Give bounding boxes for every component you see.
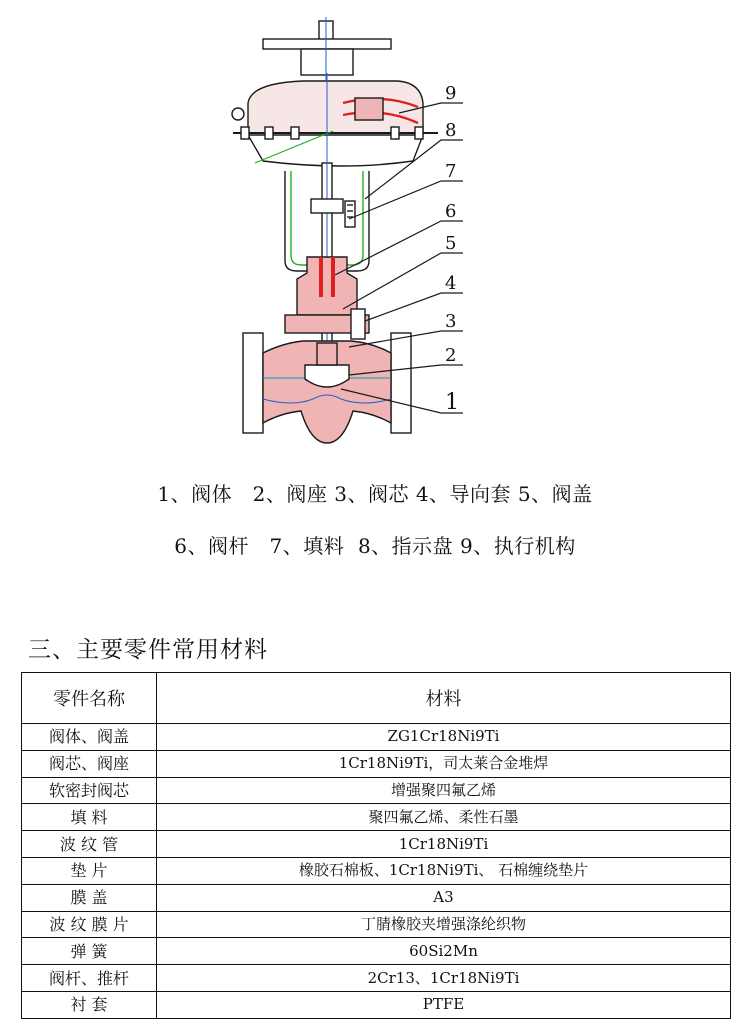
table-row bbox=[22, 777, 731, 804]
table-row bbox=[22, 724, 731, 751]
part-name-cell: 填 料 bbox=[22, 804, 157, 831]
part-name-cell: 阀体、阀盖 bbox=[22, 724, 157, 751]
table-row bbox=[22, 938, 731, 965]
material-cell: A3 bbox=[157, 884, 731, 911]
material-cell: 橡胶石棉板、1Cr18Ni9Ti、 石棉缠绕垫片 bbox=[157, 857, 731, 884]
part-number-1: 1 bbox=[445, 390, 459, 415]
table-header-row bbox=[22, 673, 731, 724]
parts-legend-line-2: 6、阀杆 7、填料 8、指示盘 9、执行机构 bbox=[174, 534, 576, 558]
material-cell: 丁腈橡胶夹增强涤纶织物 bbox=[157, 911, 731, 938]
part-name-cell: 弹 簧 bbox=[22, 938, 157, 965]
part-number-7: 7 bbox=[445, 161, 457, 182]
material-cell: 1Cr18Ni9Ti，司太莱合金堆焊 bbox=[157, 750, 731, 777]
table-row bbox=[22, 911, 731, 938]
part-number-9: 9 bbox=[445, 83, 457, 104]
table-row bbox=[22, 965, 731, 992]
part-number-8: 8 bbox=[445, 120, 457, 141]
header-part-name: 零件名称 bbox=[22, 673, 157, 724]
part-name-cell: 衬 套 bbox=[22, 991, 157, 1018]
material-cell: 1Cr18Ni9Ti bbox=[157, 831, 731, 858]
material-cell: PTFE bbox=[157, 991, 731, 1018]
part-number-6: 6 bbox=[445, 201, 457, 222]
part-name-cell: 阀芯、阀座 bbox=[22, 750, 157, 777]
part-number-5: 5 bbox=[445, 233, 457, 254]
part-name-cell: 软密封阀芯 bbox=[22, 777, 157, 804]
table-row bbox=[22, 884, 731, 911]
material-cell: ZG1Cr18Ni9Ti bbox=[157, 724, 731, 751]
part-name-cell: 膜 盖 bbox=[22, 884, 157, 911]
table-row bbox=[22, 750, 731, 777]
valve-diagram bbox=[193, 3, 518, 453]
header-material: 材料 bbox=[157, 673, 731, 724]
part-number-3: 3 bbox=[445, 311, 457, 332]
part-number-2: 2 bbox=[445, 345, 457, 366]
parts-legend-line-1: 1、阀体 2、阀座 3、阀芯 4、导向套 5、阀盖 bbox=[157, 482, 593, 506]
materials-table bbox=[21, 672, 731, 1019]
table-row bbox=[22, 857, 731, 884]
material-cell: 增强聚四氟乙烯 bbox=[157, 777, 731, 804]
material-cell: 聚四氟乙烯、柔性石墨 bbox=[157, 804, 731, 831]
table-row bbox=[22, 831, 731, 858]
section-title: 三、主要零件常用材料 bbox=[28, 637, 268, 663]
part-name-cell: 波 纹 膜 片 bbox=[22, 911, 157, 938]
part-name-cell: 垫 片 bbox=[22, 857, 157, 884]
table-row bbox=[22, 804, 731, 831]
material-cell: 60Si2Mn bbox=[157, 938, 731, 965]
part-name-cell: 阀杆、推杆 bbox=[22, 965, 157, 992]
material-cell: 2Cr13、1Cr18Ni9Ti bbox=[157, 965, 731, 992]
part-name-cell: 波 纹 管 bbox=[22, 831, 157, 858]
table-row bbox=[22, 991, 731, 1018]
actuator bbox=[232, 81, 438, 166]
part-number-4: 4 bbox=[445, 273, 457, 294]
